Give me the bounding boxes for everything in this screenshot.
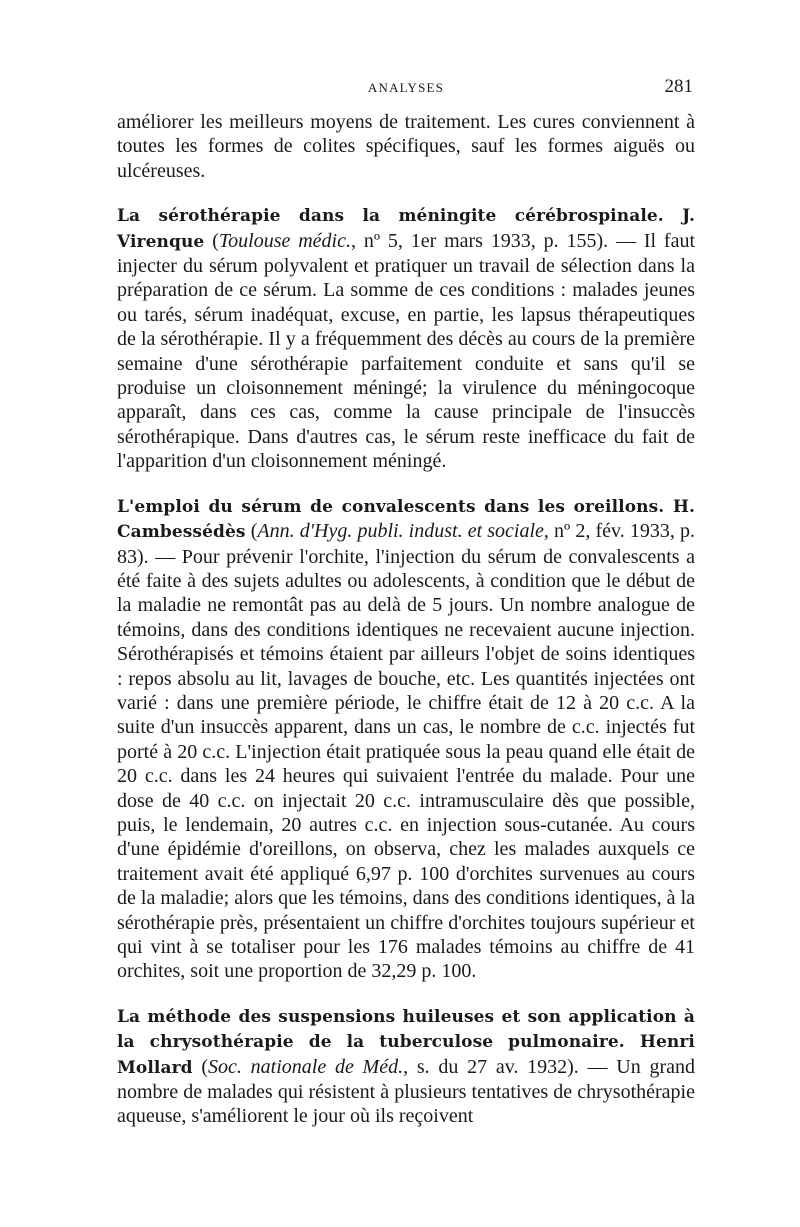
intro-paragraph: améliorer les meilleurs moyens de traitement. Les cures conviennent à toutes les formes de colites spécifiques, sauf les formes aiguës ou ulcéreuses.: [117, 111, 695, 182]
article-1: [117, 203, 695, 473]
article-2-source: Ann. d'Hyg. publi. indust. et sociale: [257, 520, 544, 543]
document-page: [117, 76, 695, 1129]
article-2-body: — Pour prévenir l'orchite, l'injection du sérum de convalescents a été faite à des sujets adultes ou adolescents, à condition que le début de la maladie ne remontât pas au delà de 5 jours. Un nombre analogue de témoins, dans des conditions identiques ne recevaient aucune injection. Sérothérapisés et témoins étaient par ailleurs l'objet de soins identiques : repos absolu au lit, lavages de bouche, etc. Les quantités injectées ont varié : dans une première période, le chiffre était de 12 à 20 c.c. A la suite d'un insuccès apparent, dans un cas, le nombre de c.c. injectés fut porté à 20 c.c. L'injection était pratiquée sous la peau quand elle était de 20 c.c. dans les 24 heures qui suivaient l'entrée du malade. Pour une dose de 40 c.c. on injectait 20 c.c. intramusculaire dès que possible, puis, le lendemain, 20 autres c.c. en injection sous-cutanée. Au cours d'une épidémie d'oreillons, on observa, chez les malades auxquels ce traitement avait été appliqué 6,97 p. 100 d'orchites survenues au cours de la maladie; alors que les témoins, dans des conditions identiques, à la sérothérapie près, présentaient un chiffre d'orchites toujours supérieur et qui vint à se totaliser pour les 176 malades témoins au chiffre de 41 orchites, soit une proportion de 32,29 p. 100.: [117, 545, 695, 983]
article-2-source-close: , nº 2, fév. 1933, p. 83).: [117, 520, 695, 568]
article-2-source-open: (: [245, 520, 258, 543]
page-number: 281: [664, 76, 693, 97]
article-1-body: — Il faut injecter du sérum polyvalent et pratiquer un travail de sélection dans la préparation de ce sérum. La somme de ces conditions : malades jeunes ou tarés, sérum inadéquat, excuse, en partie, les lapsus thérapeutiques de la sérothérapie. Il y a fréquemment des décès au cours de la première semaine d'une sérothérapie parfaitement conduite et sans qu'il se produise un cloisonnement méningé; la virulence du méningocoque apparaît, dans ces cas, comme la cause principale de l'insuccès sérothérapique. Dans d'autres cas, le sérum reste inefficace du fait de l'apparition d'un cloisonnement méningé.: [117, 229, 696, 473]
article-2-heading: L'emploi du sérum de convalescents dans les oreillons. H. Cambessédès: [117, 496, 695, 543]
article-1-source-open: (: [204, 229, 219, 252]
article-1-source: Toulouse médic.: [218, 229, 351, 252]
article-1-heading: La sérothérapie dans la méningite cérébrospinale. J. Virenque: [117, 206, 695, 252]
article-3-body: — Un grand nombre de malades qui résistent à plusieurs tentatives de chrysothérapie aqueuse, s'améliorent le jour où ils reçoivent: [117, 1055, 695, 1128]
running-title: ANALYSES: [367, 80, 445, 95]
article-3-source-open: (: [192, 1055, 209, 1078]
article-2: [117, 494, 695, 984]
running-header: [117, 76, 695, 98]
article-1-source-close: , nº 5, 1er mars 1933, p. 155).: [350, 229, 609, 252]
article-3-source-close: , s. du 27 av. 1932).: [403, 1055, 579, 1078]
article-3: [117, 1004, 695, 1129]
article-3-source: Soc. nationale de Méd.: [208, 1055, 404, 1078]
article-3-heading: La méthode des suspensions huileuses et son application à la chrysothérapie de la tuberculose pulmonaire. Henri Mollard: [117, 1006, 695, 1078]
